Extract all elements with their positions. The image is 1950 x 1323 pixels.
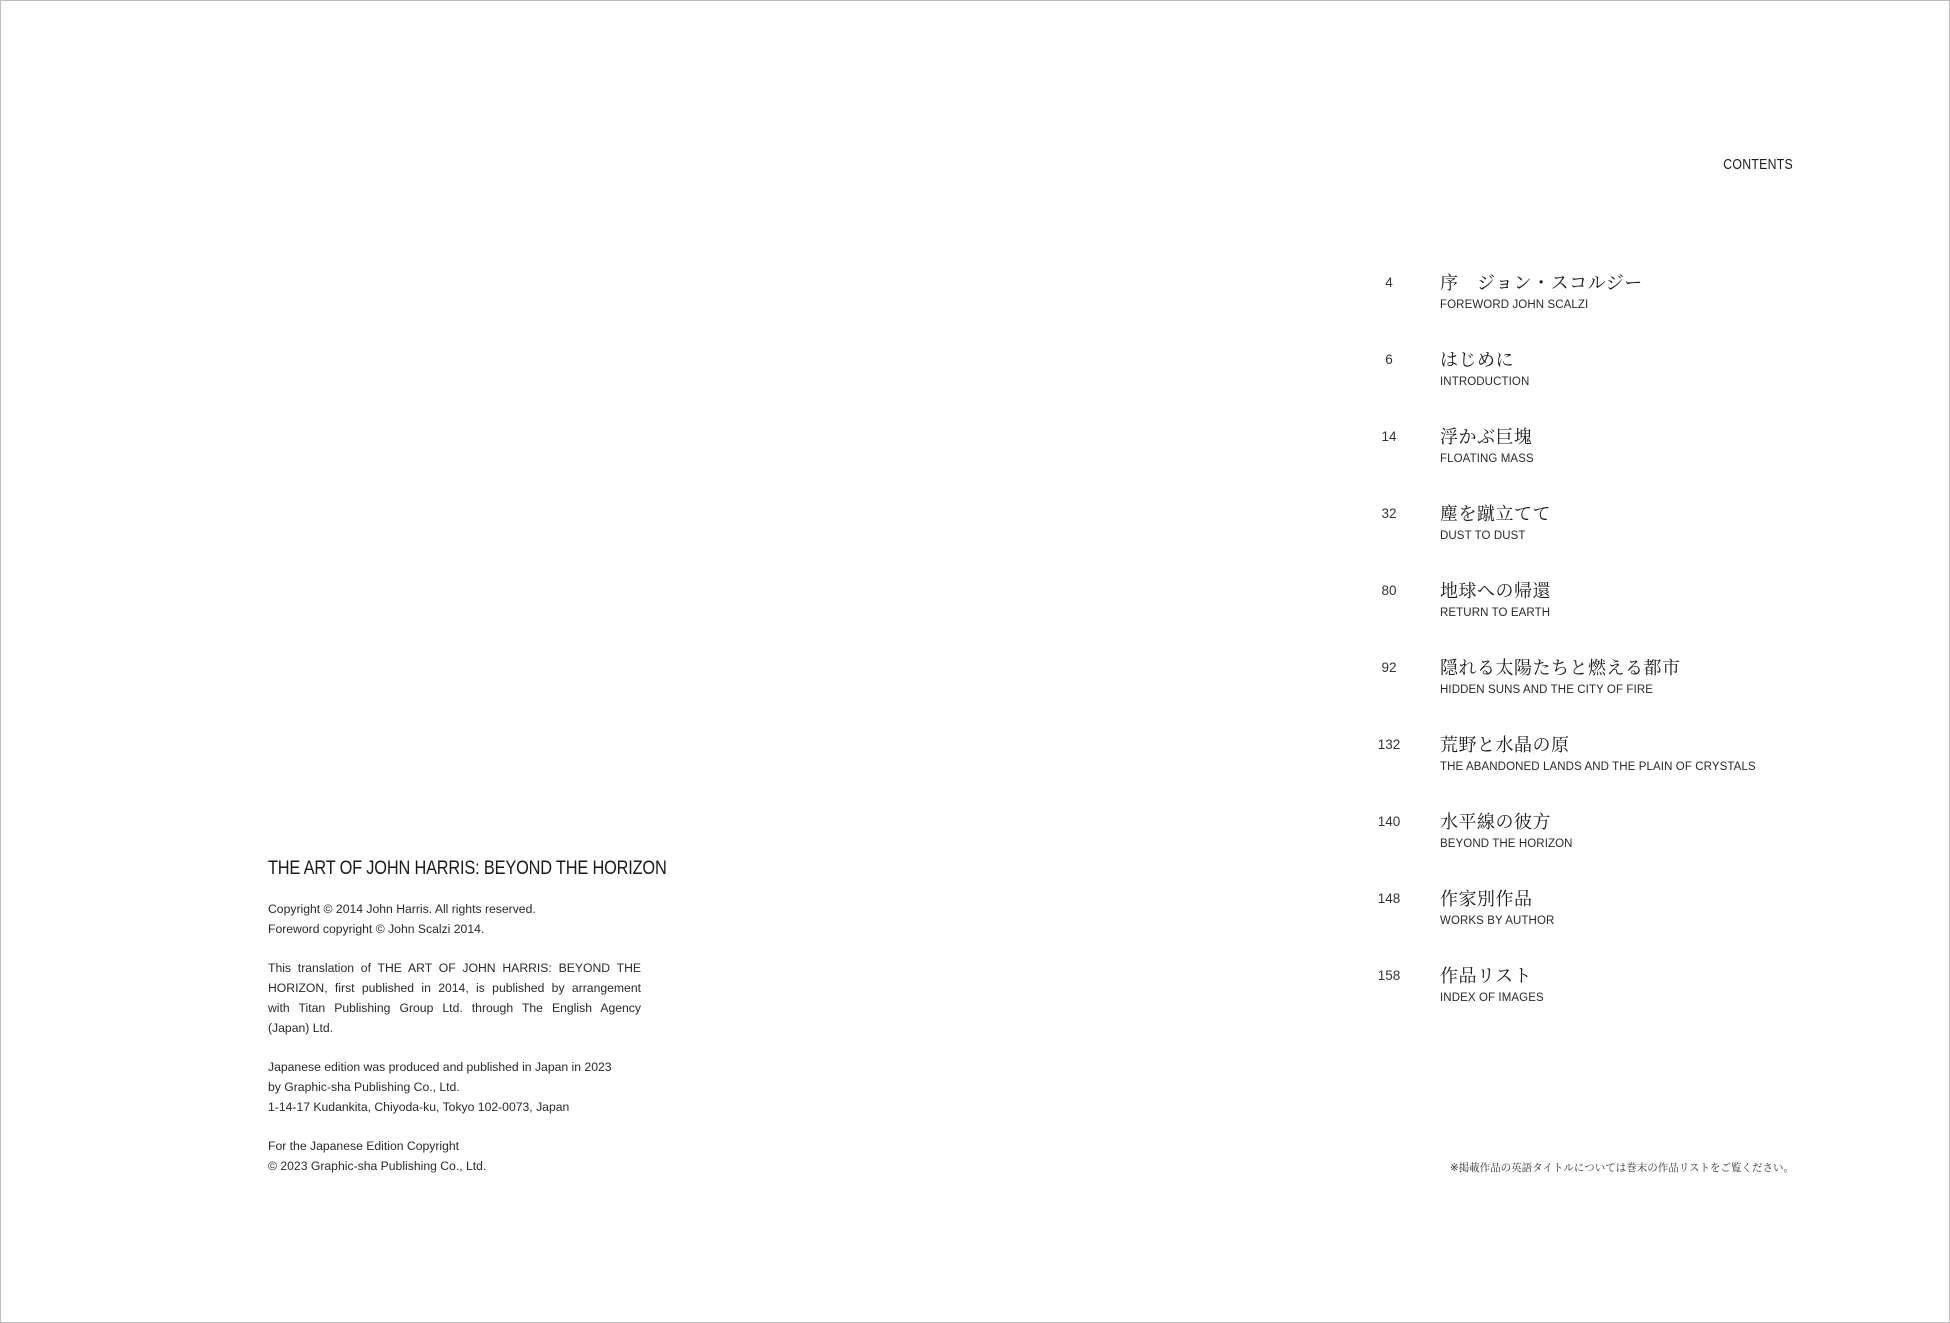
toc-title-english: FLOATING MASS xyxy=(1440,453,1534,465)
translation-block xyxy=(268,958,641,1038)
contents-heading: CONTENTS xyxy=(1723,156,1793,173)
toc-entry[interactable] xyxy=(1370,422,1820,499)
toc-title-japanese: 塵を蹴立てて xyxy=(1440,504,1551,525)
colophon-title: THE ART OF JOHN HARRIS: BEYOND THE HORIZON xyxy=(268,858,667,879)
toc-page-number: 158 xyxy=(1377,968,1401,983)
translation-line: with Titan Publishing Group Ltd. through The English Agency xyxy=(268,1001,641,1015)
toc-page-number: 80 xyxy=(1381,583,1397,598)
toc-title-english: BEYOND THE HORIZON xyxy=(1440,838,1573,850)
toc-entry[interactable] xyxy=(1370,961,1820,1038)
toc-title-japanese: 作家別作品 xyxy=(1440,889,1533,910)
toc-entry[interactable] xyxy=(1370,653,1820,730)
toc-entry[interactable] xyxy=(1370,499,1820,576)
toc-title-japanese: 作品リスト xyxy=(1440,966,1533,987)
toc-entry[interactable] xyxy=(1370,730,1820,807)
toc-title-japanese: 浮かぶ巨塊 xyxy=(1440,427,1533,448)
toc-title-japanese: 地球への帰還 xyxy=(1440,581,1551,602)
toc-page-number: 6 xyxy=(1385,352,1393,367)
toc-title-japanese: 序 ジョン・スコルジー xyxy=(1440,273,1643,294)
colophon xyxy=(268,858,667,1195)
toc-page-number: 140 xyxy=(1377,814,1401,829)
japanese-copyright-block xyxy=(268,1136,641,1176)
edition-block xyxy=(268,1057,641,1117)
toc-page-number: 14 xyxy=(1381,429,1397,444)
toc-title-english: WORKS BY AUTHOR xyxy=(1440,915,1555,927)
toc-title-english: INTRODUCTION xyxy=(1440,376,1530,388)
toc-entry[interactable] xyxy=(1370,345,1820,422)
toc-page-number: 32 xyxy=(1381,506,1397,521)
toc-entry[interactable] xyxy=(1370,884,1820,961)
toc-title-english: THE ABANDONED LANDS AND THE PLAIN OF CRYSTALS xyxy=(1440,761,1756,773)
copyright-line: Foreword copyright © John Scalzi 2014. xyxy=(268,922,485,936)
edition-line: 1-14-17 Kudankita, Chiyoda-ku, Tokyo 102-0073, Japan xyxy=(268,1100,570,1114)
translation-line: HORIZON, first published in 2014, is published by arrangement xyxy=(268,981,641,995)
toc-title-english: INDEX OF IMAGES xyxy=(1440,992,1544,1004)
toc-entry[interactable] xyxy=(1370,807,1820,884)
translation-line: (Japan) Ltd. xyxy=(268,1021,334,1035)
toc-page-number: 92 xyxy=(1381,660,1397,675)
japanese-copyright-line: For the Japanese Edition Copyright xyxy=(268,1139,460,1153)
toc-entry[interactable] xyxy=(1370,576,1820,653)
toc-title-english: FOREWORD JOHN SCALZI xyxy=(1440,299,1589,311)
table-of-contents xyxy=(1370,268,1820,1038)
edition-line: Japanese edition was produced and published in Japan in 2023 xyxy=(268,1060,612,1074)
toc-title-japanese: 水平線の彼方 xyxy=(1440,812,1551,833)
edition-line: by Graphic-sha Publishing Co., Ltd. xyxy=(268,1080,460,1094)
toc-title-japanese: 荒野と水晶の原 xyxy=(1440,735,1570,756)
copyright-block xyxy=(268,899,641,939)
japanese-copyright-line: © 2023 Graphic-sha Publishing Co., Ltd. xyxy=(268,1159,487,1173)
toc-title-japanese: はじめに xyxy=(1440,350,1514,371)
toc-title-english: DUST TO DUST xyxy=(1440,530,1526,542)
translation-line: This translation of THE ART OF JOHN HARRIS: BEYOND THE xyxy=(268,961,641,975)
toc-page-number: 4 xyxy=(1385,275,1393,290)
toc-title-english: RETURN TO EARTH xyxy=(1440,607,1551,619)
image-titles-note: ※掲載作品の英語タイトルについては巻末の作品リストをご覧ください。 xyxy=(1449,1162,1794,1174)
toc-entry[interactable] xyxy=(1370,268,1820,345)
toc-title-english: HIDDEN SUNS AND THE CITY OF FIRE xyxy=(1440,684,1653,696)
toc-page-number: 132 xyxy=(1377,737,1401,752)
copyright-line: Copyright © 2014 John Harris. All rights reserved. xyxy=(268,902,536,916)
toc-page-number: 148 xyxy=(1377,891,1401,906)
toc-title-japanese: 隠れる太陽たちと燃える都市 xyxy=(1440,658,1681,679)
